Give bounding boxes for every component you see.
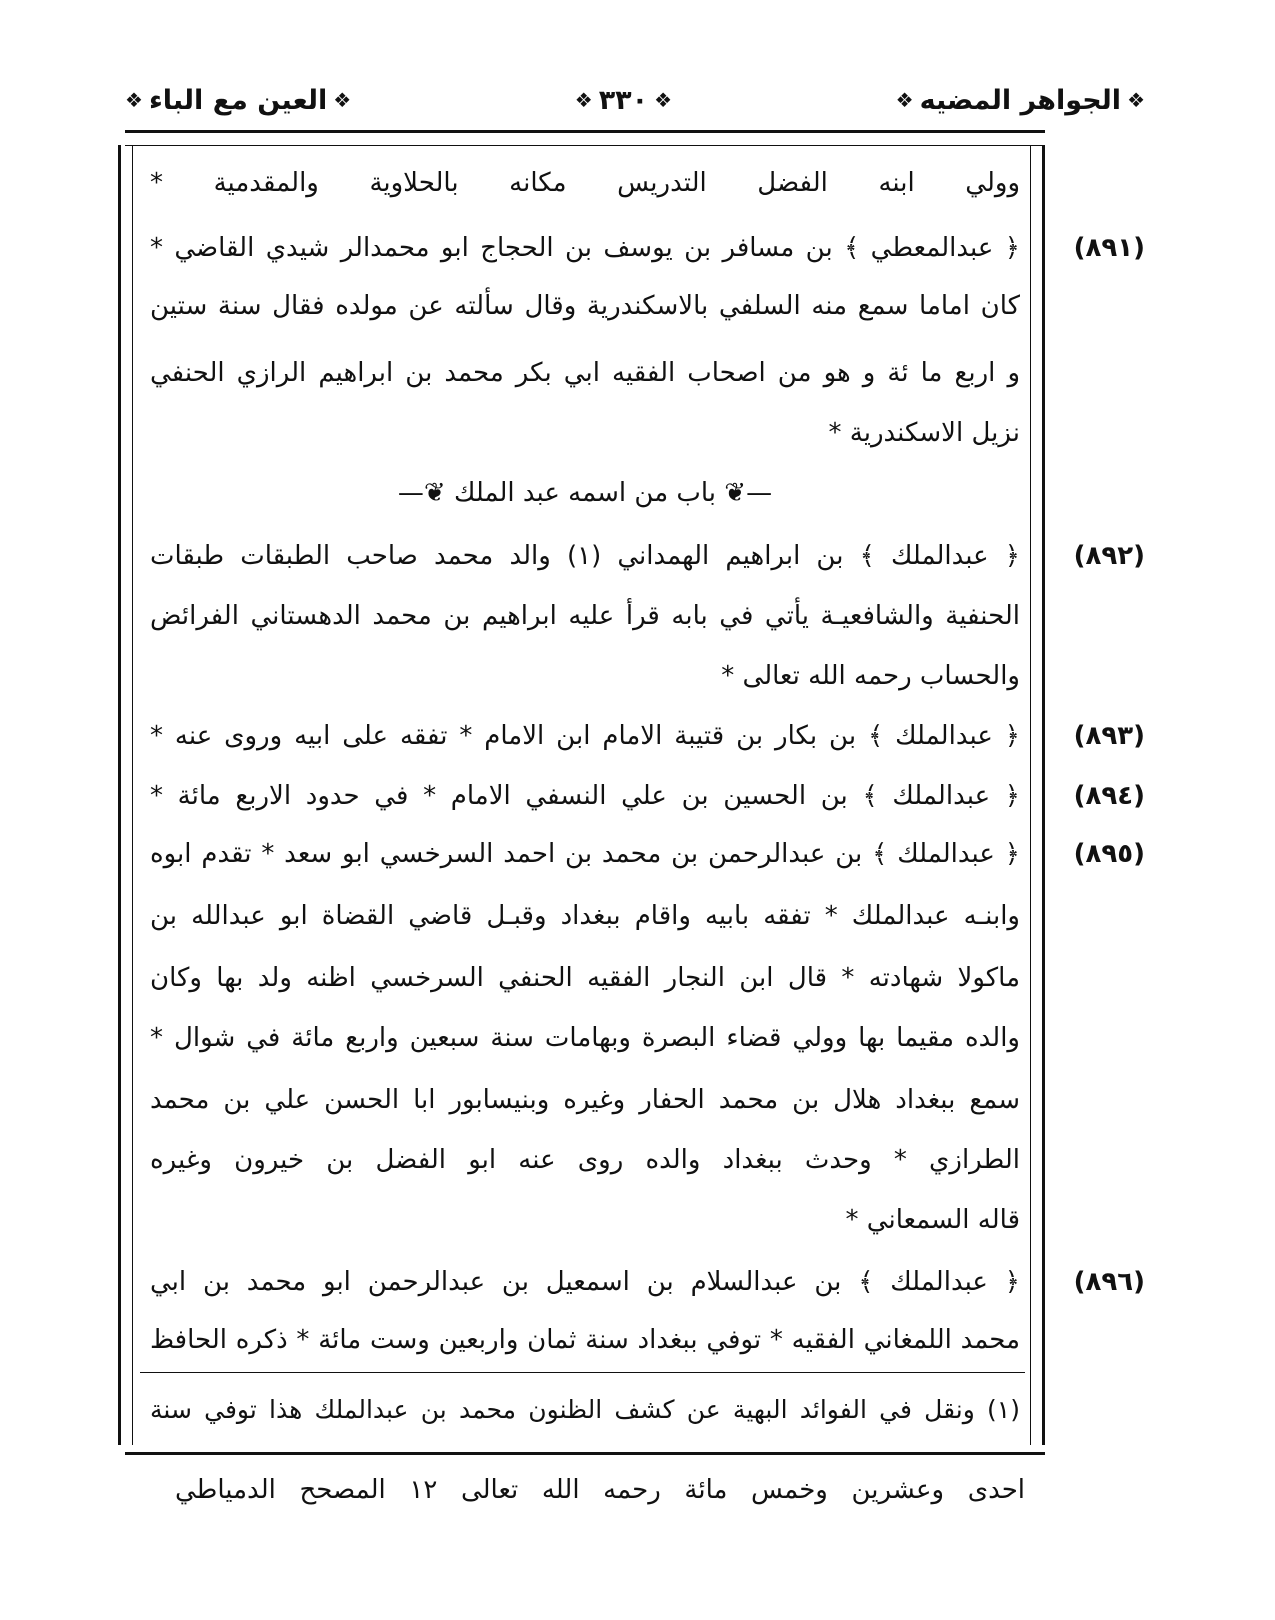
footnote-rule xyxy=(140,1372,1025,1373)
text-line: ماكولا شهادته * قال ابن النجار الفقيه الحنفي السرخسي اظنه ولد بها وكان xyxy=(150,963,1020,993)
text-line: نزيل الاسكندرية * xyxy=(828,418,1020,448)
header-section-cell xyxy=(125,85,351,116)
section-title: العين مع الباء xyxy=(148,84,328,116)
book-title: الجواهر المضيه xyxy=(919,84,1122,116)
ornament-icon: ❖ xyxy=(125,88,143,112)
text-line: ﴿ عبدالملك ﴾ بن ابراهيم الهمداني (١) والد محمد صاحب الطبقات طبقات xyxy=(150,541,1020,571)
header-page-number-cell xyxy=(575,85,672,116)
ornament-icon: ❖ xyxy=(333,88,352,112)
header-book-title-cell xyxy=(896,85,1145,116)
text-line: كان اماما سمع منه السلفي بالاسكندرية وقال سألته عن مولده فقال سنة ستين xyxy=(150,291,1020,321)
footnote-signature: الدمياطي xyxy=(175,1475,276,1505)
ornament-icon: —❦ xyxy=(716,478,773,508)
entry-number: (٨٩٤) xyxy=(1073,781,1145,811)
text-line: ﴿ عبدالملك ﴾ بن الحسين بن علي النسفي الامام * في حدود الاربع مائة * xyxy=(150,781,1020,811)
entry-number: (٨٩٥) xyxy=(1073,839,1145,869)
entry-number: (٨٩١) xyxy=(1073,233,1145,263)
ornament-icon: ❖ xyxy=(654,88,673,112)
frame-right-rule xyxy=(1042,145,1045,1445)
text-line: والحساب رحمه الله تعالى * xyxy=(721,661,1020,691)
frame-right-thin-rule xyxy=(1030,145,1031,1445)
text-line: سمع ببغداد هلال بن محمد الحفار وغيره وبنيسابور ابا الحسن علي بن محمد xyxy=(150,1085,1020,1115)
entry-number: (٨٩٣) xyxy=(1073,721,1145,751)
text-line: الطرازي * وحدث ببغداد والده روى عنه ابو الفضل بن خيرون وغيره xyxy=(150,1145,1020,1175)
text-line: ﴿ عبدالملك ﴾ بن بكار بن قتيبة الامام ابن الامام * تفقه على ابيه وروى عنه * xyxy=(150,721,1020,751)
ornament-icon: ❦— xyxy=(397,478,454,508)
text-line: محمد اللمغاني الفقيه * توفي ببغداد سنة ثمان واربعين وست مائة * ذكره الحافظ xyxy=(150,1325,1020,1355)
text-line: الحنفية والشافعيـة يأتي في بابه قرأ عليه ابراهيم بن محمد الدهستاني الفرائض xyxy=(150,601,1020,631)
ornament-icon: ❖ xyxy=(895,88,914,112)
frame-left-thin-rule xyxy=(132,145,133,1445)
chapter-heading xyxy=(150,465,1020,521)
frame-top-rule xyxy=(125,130,1045,133)
ornament-icon: ❖ xyxy=(1127,88,1145,112)
footnote-text: (١) ونقل في الفوائد البهية عن كشف الظنون محمد بن عبدالملك هذا توفي سنة xyxy=(150,1395,1020,1424)
text-line: وولي ابنه الفضل التدريس مكانه بالحلاوية والمقدمية * xyxy=(150,168,1020,198)
text-line: قاله السمعاني * xyxy=(845,1205,1020,1235)
entry-number: (٨٩٦) xyxy=(1073,1267,1145,1297)
ornament-icon: ❖ xyxy=(574,88,593,112)
entry-number: (٨٩٢) xyxy=(1073,541,1145,571)
text-line: وابنـه عبدالملك * تفقه بابيه واقام ببغداد وقبـل قاضي القضاة ابو عبدالله بن xyxy=(150,901,1020,931)
text-line: ﴿ عبدالملك ﴾ بن عبدالرحمن بن محمد بن احمد السرخسي ابو سعد * تقدم ابوه xyxy=(150,839,1020,869)
text-line: و اربع ما ئة و هو من اصحاب الفقيه ابي بكر محمد بن ابراهيم الرازي الحنفي xyxy=(150,358,1020,388)
frame-top-thin-rule xyxy=(125,145,1045,146)
footnote-continuation: احدى وعشرين وخمس مائة رحمه الله تعالى ١٢ المصحح xyxy=(299,1475,1026,1505)
footnote-continuation-line xyxy=(175,1465,1025,1515)
frame-left-rule xyxy=(118,145,121,1445)
page-number: ٣٣٠ xyxy=(598,84,649,116)
frame-bottom-rule xyxy=(125,1452,1045,1455)
text-line: ﴿ عبدالمعطي ﴾ بن مسافر بن يوسف بن الحجاج ابو محمدالر شيدي القاضي * xyxy=(150,233,1020,263)
chapter-title: باب من اسمه عبد الملك xyxy=(453,478,717,508)
text-line: ﴿ عبدالملك ﴾ بن عبدالسلام بن اسمعيل بن عبدالرحمن ابو محمد بن ابي xyxy=(150,1267,1020,1297)
running-header xyxy=(125,70,1145,130)
text-line: والده مقيما بها وولي قضاء البصرة وبهامات سنة سبعين واربع مائة في شوال * xyxy=(150,1023,1020,1053)
